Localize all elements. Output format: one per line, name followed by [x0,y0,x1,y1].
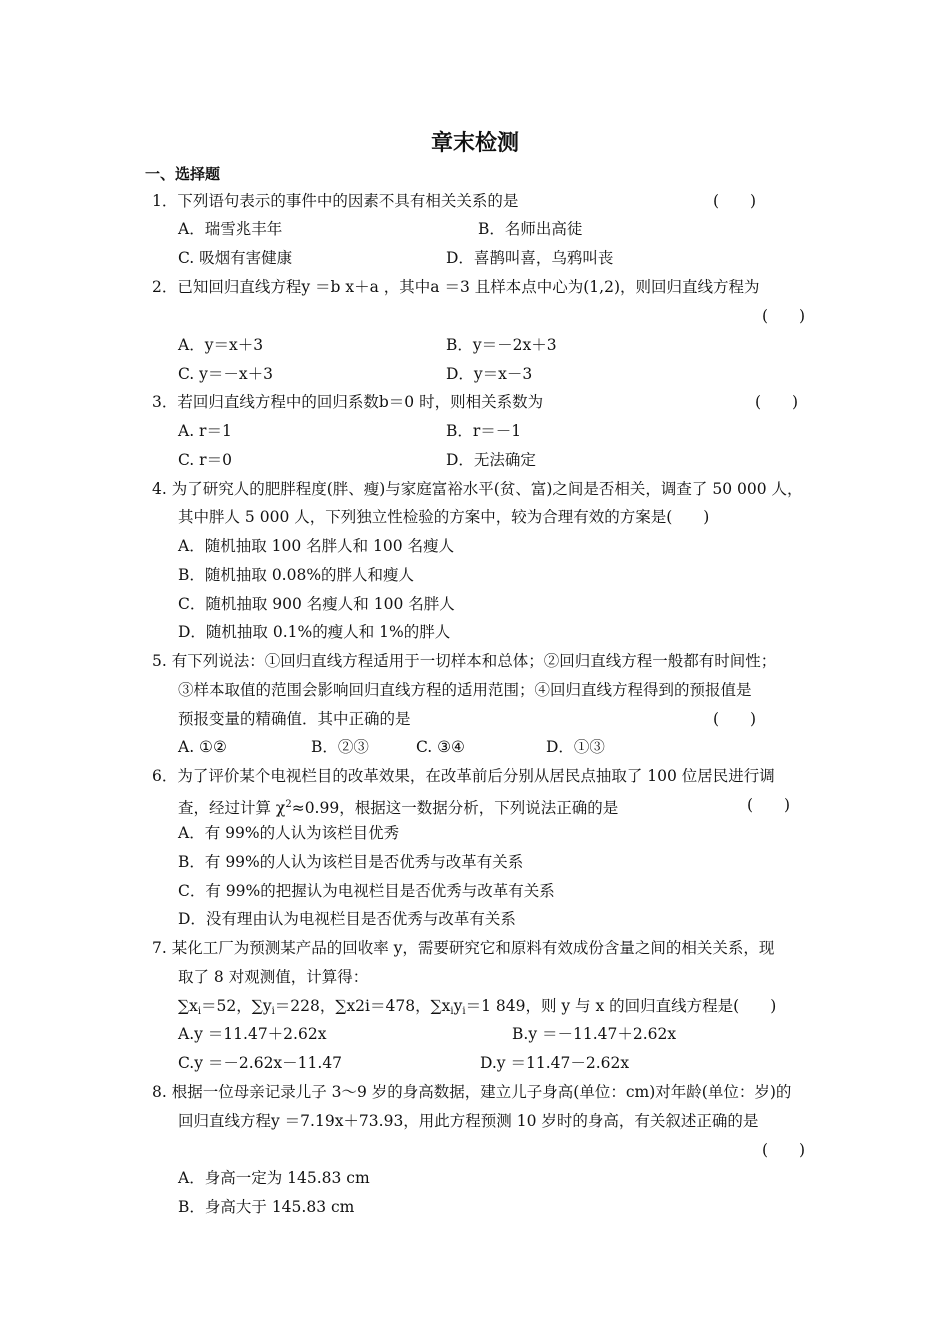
question-4-option-c: C．随机抽取 900 名瘦人和 100 名胖人 [178,595,455,613]
question-6-option-d: D．没有理由认为电视栏目是否优秀与改革有关系 [178,910,516,928]
question-7-stem-line-1: 7. 某化工厂为预测某产品的回收率 y，需要研究它和原料有效成份含量之间的相关关系，现 [152,939,775,957]
question-8-answer-paren: ( ) [762,1141,806,1159]
question-6-stem-line-2-start: 查，经过计算 χ [178,799,286,817]
question-3-option-d: D．无法确定 [446,451,536,469]
page-title: 章末检测 [430,131,519,156]
question-8-option-b: B．身高大于 145.83 cm [178,1198,355,1216]
sum-x-subscript: i [197,1006,202,1017]
question-3-stem: 3．若回归直线方程中的回归系数b＝0 时，则相关系数为 [152,393,544,411]
sum-xy-subscript-x: i [450,1006,454,1017]
question-6-answer-paren: ( ) [747,796,791,814]
question-2-option-d: D．y＝x－3 [446,365,533,383]
sum-xy: ∑x [430,997,451,1015]
question-1-answer-paren: ( ) [713,192,757,210]
sum-x-value: ＝52， [201,997,252,1015]
section-heading: 一、选择题 [145,165,221,183]
question-7-stem-line-2: 取了 8 对观测值，计算得： [178,968,369,986]
question-4-stem-line-2: 其中胖人 5 000 人，下列独立性检验的方案中，较为合理有效的方案是( ) [178,508,710,526]
sum-y-subscript: i [271,1006,275,1017]
question-1-option-d: D．喜鹊叫喜，乌鸦叫丧 [446,249,614,267]
question-2-stem: 2．已知回归直线方程y ＝b x＋a ，其中a ＝3 且样本点中心为(1,2)，则回归直线方程为 [152,278,760,296]
question-7-option-d: D.y ＝11.47－2.62x [480,1054,630,1072]
question-6-stem-line-2 [178,795,618,818]
question-7-sums-line [178,996,776,1022]
chi-square-exponent: 2 [285,799,292,810]
question-8-stem-line-1: 8. 根据一位母亲记录儿子 3～9 岁的身高数据，建立儿子身高(单位：cm)对年龄(单位：岁)的 [152,1083,792,1101]
sum-x: ∑x [178,997,198,1015]
question-5-stem-line-3: 预报变量的精确值．其中正确的是 [178,710,411,728]
question-2-option-b: B．y＝－2x＋3 [446,336,557,354]
question-4-option-b: B．随机抽取 0.08%的胖人和瘦人 [178,566,415,584]
question-4-option-a: A．随机抽取 100 名胖人和 100 名瘦人 [178,537,455,555]
question-5-option-b: B．②③ [311,738,369,756]
question-1-option-b: B．名师出高徒 [478,220,583,238]
question-3-option-b: B．r＝－1 [446,422,522,440]
sum-y-value: ＝228， [274,997,336,1015]
question-8-option-a: A．身高一定为 145.83 cm [178,1169,370,1187]
question-5-stem-line-2: ③样本取值的范围会影响回归直线方程的适用范围；④回归直线方程得到的预报值是 [178,681,752,699]
question-2-option-a: A．y＝x＋3 [178,336,264,354]
question-3-option-a: A. r＝1 [178,422,232,440]
question-5-option-d: D．①③ [546,738,605,756]
sum-xy-value: ＝1 849，则 y 与 x 的回归直线方程是( ) [465,997,777,1015]
question-5-stem-line-1: 5. 有下列说法：①回归直线方程适用于一切样本和总体；②回归直线方程一般都有时间性； [152,652,777,670]
sum-y: ∑y [251,997,272,1015]
question-3-answer-paren: ( ) [755,393,799,411]
question-6-option-b: B．有 99%的人认为该栏目是否优秀与改革有关系 [178,853,524,871]
question-1-option-a: A．瑞雪兆丰年 [178,220,283,238]
sum-xy-subscript-y: i [462,1006,466,1017]
question-1-stem: 1．下列语句表示的事件中的因素不具有相关关系的是 [152,192,519,210]
question-2-answer-paren: ( ) [762,307,806,325]
question-6-stem-line-2-end: ≈0.99，根据这一数据分析，下列说法正确的是 [291,799,619,817]
question-1-option-c: C. 吸烟有害健康 [178,249,293,267]
sum-x-squared: ∑x2i＝478， [335,997,431,1015]
question-4-option-d: D．随机抽取 0.1%的瘦人和 1%的胖人 [178,623,451,641]
sum-xy-y: y [453,997,463,1015]
question-2-option-c: C. y＝－x＋3 [178,365,274,383]
question-7-option-a: A.y ＝11.47＋2.62x [178,1025,327,1043]
question-5-answer-paren: ( ) [713,710,757,728]
question-5-option-c: C. ③④ [416,738,465,756]
question-7-option-b: B.y ＝－11.47＋2.62x [512,1025,677,1043]
question-6-option-c: C．有 99%的把握认为电视栏目是否优秀与改革有关系 [178,882,555,900]
question-6-stem-line-1: 6．为了评价某个电视栏目的改革效果，在改革前后分别从居民点抽取了 100 位居民进行调 [152,767,775,785]
question-7-option-c: C.y ＝－2.62x－11.47 [178,1054,343,1072]
question-6-option-a: A．有 99%的人认为该栏目优秀 [178,824,400,842]
question-4-stem-line-1: 4. 为了研究人的肥胖程度(胖、瘦)与家庭富裕水平(贫、富)之间是否相关，调查了 50 000 人， [152,480,803,498]
question-8-stem-line-2: 回归直线方程y ＝7.19x＋73.93，用此方程预测 10 岁时的身高，有关叙述正确的是 [178,1112,759,1130]
question-5-option-a: A. ①② [178,738,227,756]
question-3-option-c: C. r＝0 [178,451,232,469]
